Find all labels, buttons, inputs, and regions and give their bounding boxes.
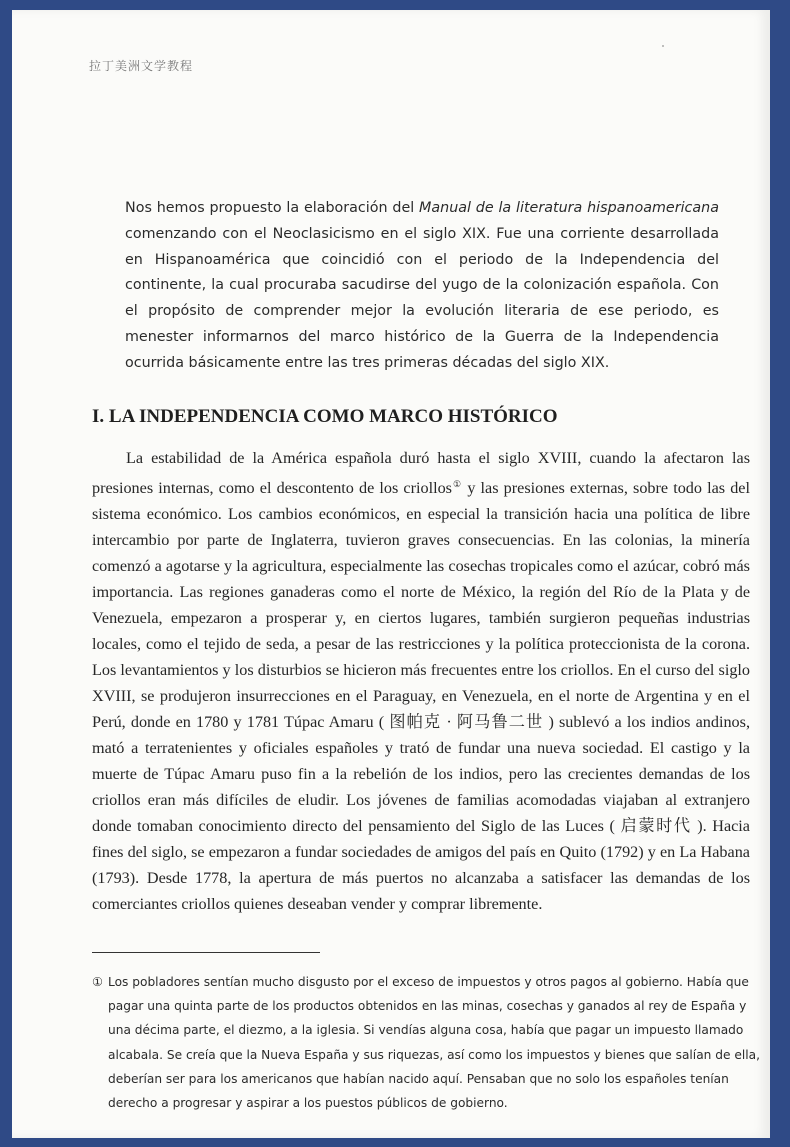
intro-paragraph [125, 196, 719, 377]
footnote-text: Los pobladores sentían mucho disgusto por el exceso de impuestos y otros pagos al gobierno. Había que pagar una quinta parte de los productos obtenidos en las minas, cosechas y ganados al rey de España y una décima parte, el diezmo, a la iglesia. Si vendías alguna cosa, había que pagar un impuesto llamado alcabala. Se creía que la Nueva España y sus riquezas, así como los impuestos y bienes que salían de ella, deberían ser para los americanos que habían nacido aquí. Pensaban que no solo los españoles tenían derecho a progresar y aspirar a los puestos públicos de gobierno. [108, 975, 760, 1111]
body-paragraph [92, 445, 750, 917]
section-heading: I. LA INDEPENDENCIA COMO MARCO HISTÓRICO [92, 406, 558, 427]
footnote-divider [92, 952, 320, 953]
body-text-rest: y las presiones externas, sobre todo las del sistema económico. Los cambios económicos, en especial la transición hacia una política de libre intercambio por parte de Inglaterra, tuvieron graves consecuencias. En las colonias, la minería comenzó a agotarse y la agricultura, especialmente las cosechas tropicales como el azúcar, cobró más importancia. Las regiones ganaderas como el norte de México, la región del Río de la Plata y de Venezuela, empezaron a prosperar y, en ciertos lugares, también surgieron pequeñas industrias locales, como el tejido de seda, a pesar de las restricciones y la política proteccionista de la corona. Los levantamientos y los disturbios se hicieron más frecuentes entre los criollos. En el curso del siglo XVIII, se produjeron insurrecciones en el Paraguay, en Venezuela, en el norte de Argentina y en el Perú, donde en 1780 y 1781 Túpac Amaru ( 图帕克 · 阿马鲁二世 ) sublevó a los indios andinos, mató a terratenientes y oficiales españoles y trató de fundar una nueva sociedad. El castigo y la muerte de Túpac Amaru puso fin a la rebelión de los indios, pero las crecientes demandas de los criollos eran más difíciles de eludir. Los jóvenes de familias acomodadas viajaban al extranjero donde tomaban conocimiento directo del pensamiento del Siglo de las Luces ( 启蒙时代 ). Hacia fines del siglo, se empezaron a fundar sociedades de amigos del país en Quito (1792) y en La Habana (1793). Desde 1778, la apertura de más puertos no alcanzaba a satisfacer las demandas de los comerciantes criollos quienes deseaban vender y comprar libremente. [92, 479, 750, 913]
intro-text-start: Nos hemos propuesto la elaboración del [125, 200, 420, 216]
footnote-marker: ① [92, 975, 103, 989]
paper-speck [662, 45, 664, 47]
body-text-start: La estabilidad de la América española duró hasta el siglo XVIII, cuando la afectaron las presiones internas, como el descontento de los criollos [92, 449, 750, 497]
footnote-reference[interactable]: ① [451, 479, 463, 489]
footnote [92, 970, 766, 1115]
book-title: Manual de la literatura hispanoamericana [419, 200, 719, 216]
intro-text-rest: comenzando con el Neoclasicismo en el siglo XIX. Fue una corriente desarrollada en Hispanoamérica que coincidió con el periodo de la Independencia del continente, la cual procuraba sacudirse del yugo de la colonización española. Con el propósito de comprender mejor la evolución literaria de ese periodo, es menester informarnos del marco histórico de la Guerra de la Independencia ocurrida básicamente entre las tres primeras décadas del siglo XIX. [125, 225, 719, 371]
running-head: 拉丁美洲文学教程 [89, 59, 194, 73]
book-page [12, 10, 770, 1138]
